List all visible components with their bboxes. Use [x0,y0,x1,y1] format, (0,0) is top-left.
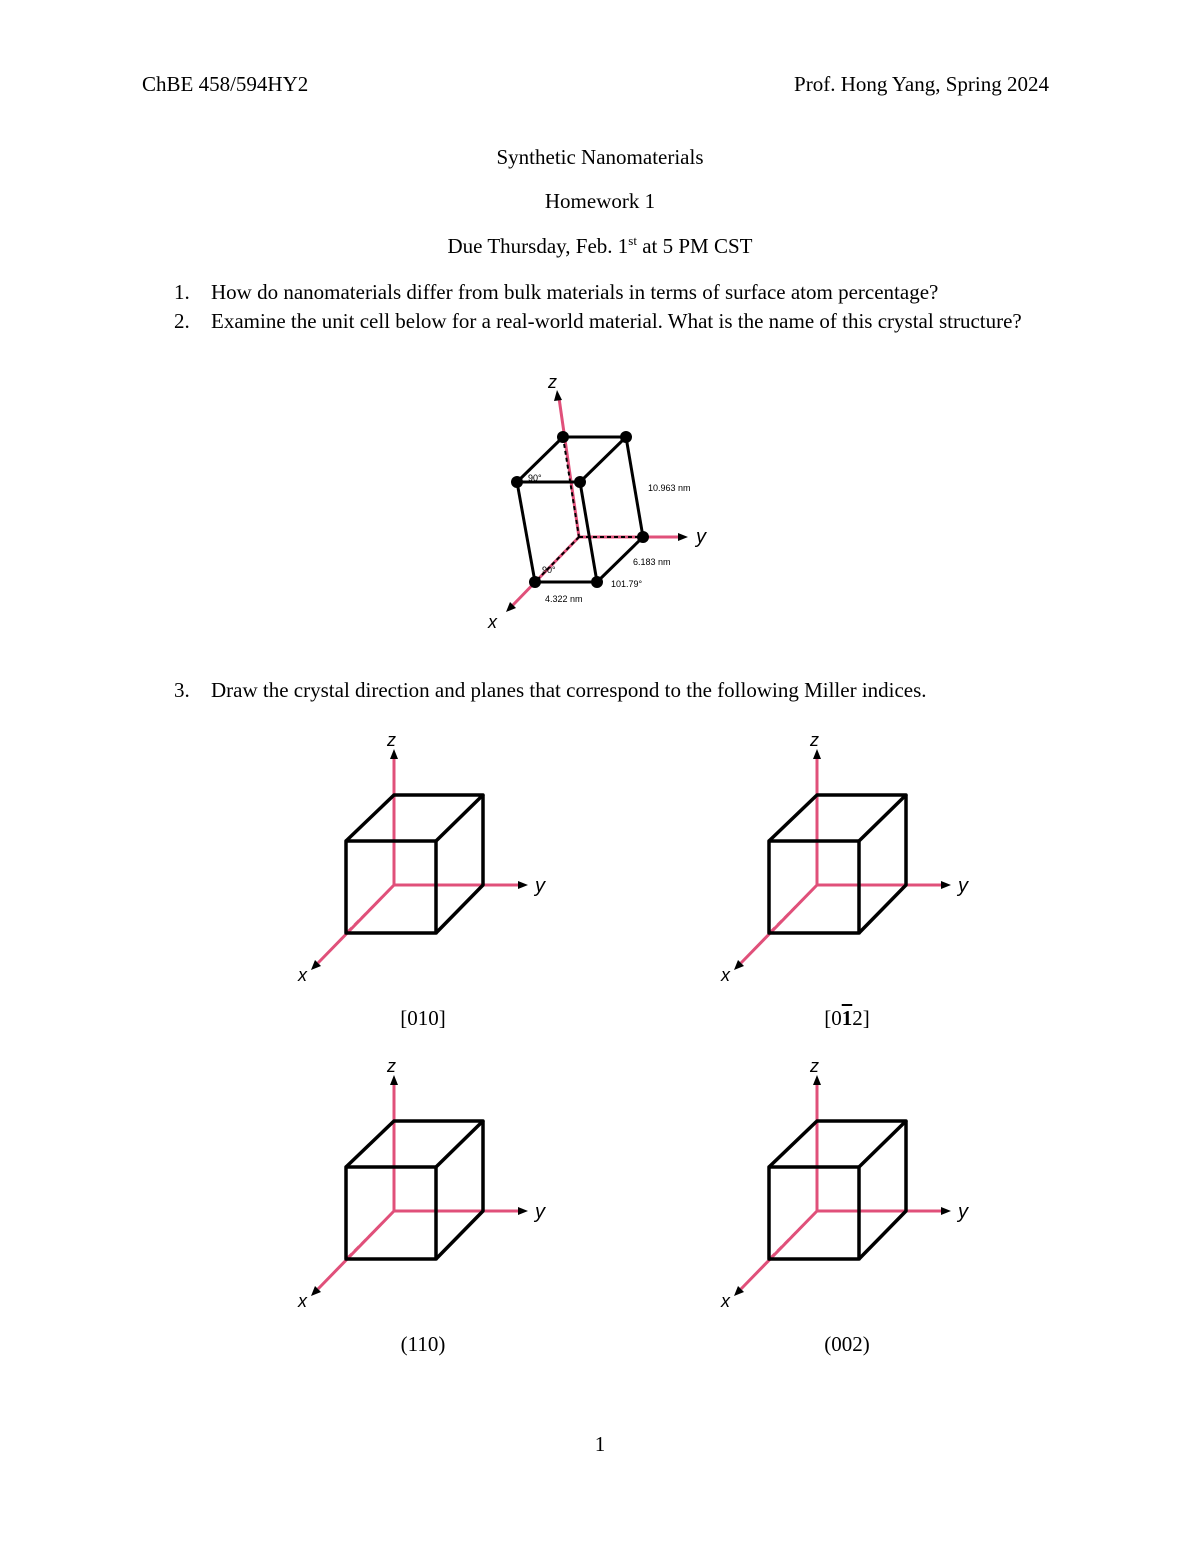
atom [557,431,569,443]
cube-top-face [769,1121,906,1167]
question-text: Draw the crystal direction and planes that correspond to the following Miller indices. [211,678,927,702]
y-arrowhead [518,881,528,889]
z-arrowhead [813,1075,821,1085]
a-length-label: 4.322 nm [545,594,583,604]
z-arrowhead [813,749,821,759]
cube-top-face [346,795,483,841]
instructor-term: Prof. Hong Yang, Spring 2024 [794,72,1049,96]
due-date [0,232,1200,260]
axis-x-label: x [488,612,497,632]
y-arrowhead [941,1207,951,1215]
axis-y-label: y [535,1201,545,1223]
axis-y-label: y [958,1201,968,1223]
axis-y-label: y [696,526,706,548]
axis-y-label: y [958,875,968,897]
y-arrowhead [941,881,951,889]
page-number: 1 [594,1432,606,1456]
atom [529,576,541,588]
cell-edge [580,482,597,582]
axis-z-label: z [387,1056,396,1076]
y-arrowhead [518,1207,528,1215]
cell-edge [517,482,535,582]
question-number: 2. [174,309,190,333]
course-code: ChBE 458/594HY2 [142,72,309,96]
document-title: Synthetic Nanomaterials [496,145,704,169]
axis-y-label: y [535,875,545,897]
caption-close: 2] [852,1006,870,1030]
cube-top-face [769,795,906,841]
cube-diagram-002 [713,1051,983,1316]
atom [591,576,603,588]
axis-x-label: x [721,965,730,985]
atom [620,431,632,443]
cube-diagram-110 [290,1051,560,1316]
alpha-angle-label: 90° [528,473,542,483]
z-arrowhead [390,749,398,759]
axis-x-label: x [298,1291,307,1311]
question-number: 1. [174,280,190,304]
question-text: How do nanomaterials differ from bulk materials in terms of surface atom percentage? [211,280,939,304]
z-arrowhead [390,1075,398,1085]
miller-index-caption: [010] [400,1006,446,1030]
unit-cell-diagram [480,365,720,635]
gamma-angle-label: 101.79° [611,579,643,589]
beta-angle-label: 90° [542,565,556,575]
c-length-label: 10.963 nm [648,483,691,493]
axis-z-label: z [810,1056,819,1076]
due-prefix: Due Thursday, Feb. 1 [447,234,629,258]
due-suffix: at 5 PM CST [636,234,753,258]
axis-z-label: z [548,372,557,392]
question-text: Examine the unit cell below for a real-world material. What is the name of this crystal structure? [211,309,1022,333]
cell-edge [580,437,626,482]
b-length-label: 6.183 nm [633,557,671,567]
miller-index-caption: (110) [400,1332,446,1356]
axis-x-label: x [298,965,307,985]
axis-z-label: z [810,730,819,750]
caption-open: [0 [824,1006,842,1030]
question-number: 3. [174,678,190,702]
assignment-title: Homework 1 [544,189,656,213]
cube-diagram-0-1-2 [713,725,983,990]
caption-bar-digit: 1 [841,1006,853,1030]
atom [637,531,649,543]
axis-z-label: z [387,730,396,750]
y-arrowhead [678,533,688,541]
hidden-edge [563,437,579,537]
atom [511,476,523,488]
miller-index-caption: (002) [824,1332,870,1356]
atom [574,476,586,488]
axis-x-label: x [721,1291,730,1311]
due-superscript: st [628,233,637,248]
cube-top-face [346,1121,483,1167]
cell-edge [626,437,643,537]
miller-index-caption [777,1004,917,1032]
cube-diagram-010 [290,725,560,990]
